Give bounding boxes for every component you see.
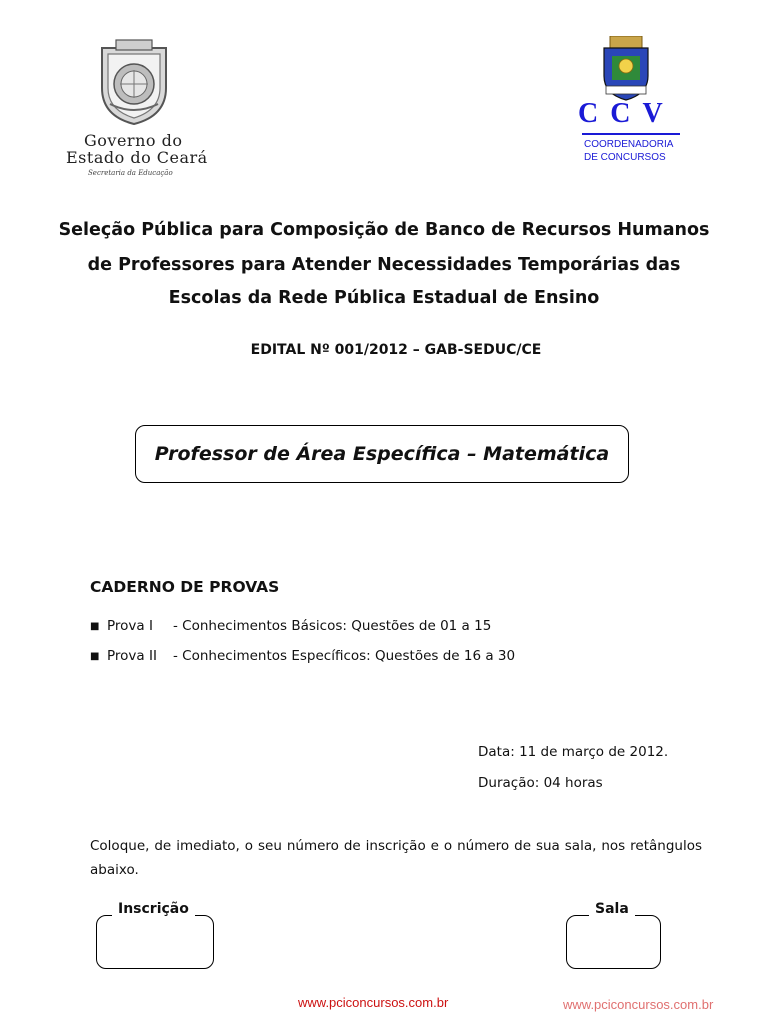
position-title: Professor de Área Específica – Matemática: [154, 443, 610, 465]
list-item: [90, 648, 515, 666]
position-box: [135, 425, 629, 483]
ccv-subtitle-line1: COORDENADORIA: [584, 139, 674, 150]
ceara-coat-of-arms-icon: [92, 38, 176, 126]
sala-label: Sala: [589, 901, 635, 917]
ccv-divider: [582, 133, 680, 135]
prova-name: Prova II: [107, 648, 157, 664]
document-title-line3: Escolas da Rede Pública Estadual de Ensino: [168, 288, 600, 308]
exam-duration: Duração: 04 horas: [478, 775, 603, 791]
document-title-line1: Seleção Pública para Composição de Banco de Recursos Humanos: [58, 220, 710, 240]
ccv-title: CCV: [578, 98, 675, 129]
exam-date: Data: 11 de março de 2012.: [478, 744, 669, 760]
gov-name-line1: Governo do: [84, 131, 183, 150]
bullet-icon: ■: [90, 651, 100, 662]
inscricao-label: Inscrição: [112, 901, 195, 917]
sala-field[interactable]: [566, 915, 661, 969]
footer-watermark-link: www.pciconcursos.com.br: [563, 997, 714, 1012]
gov-subtitle: Secretaria da Educação: [88, 169, 173, 177]
prova-description: - Conhecimentos Específicos: Questões de 16 a 30: [173, 648, 516, 664]
ccv-subtitle-line2: DE CONCURSOS: [584, 152, 666, 163]
document-title-line2: de Professores para Atender Necessidades Temporárias das: [87, 255, 681, 275]
instructions-text: Coloque, de imediato, o seu número de inscrição e o número de sua sala, nos retângulos abaixo.: [90, 838, 702, 878]
edital-number: EDITAL Nº 001/2012 – GAB-SEDUC/CE: [250, 342, 542, 358]
prova-description: - Conhecimentos Básicos: Questões de 01 a 15: [173, 618, 492, 634]
prova-name: Prova I: [107, 618, 153, 634]
bullet-icon: ■: [90, 621, 100, 632]
ufc-coat-of-arms-icon: [596, 36, 656, 102]
footer-link[interactable]: www.pciconcursos.com.br: [298, 995, 449, 1010]
list-item: [90, 618, 491, 636]
caderno-heading: CADERNO DE PROVAS: [90, 578, 280, 596]
inscricao-field[interactable]: [96, 915, 214, 969]
gov-name-line2: Estado do Ceará: [66, 148, 208, 167]
